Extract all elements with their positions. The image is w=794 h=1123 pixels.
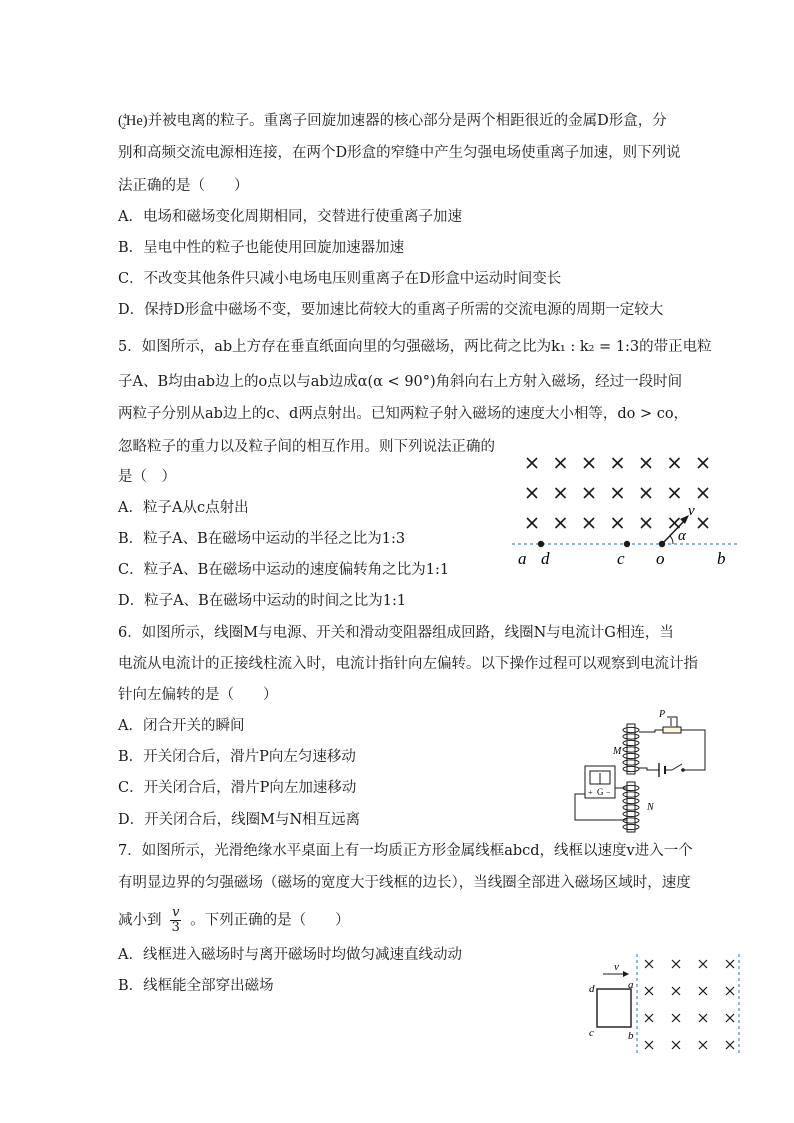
- q5-line-5: 是（ ）: [118, 469, 176, 485]
- fraction-v-over-3: $\frac{v}{3}$: [171, 905, 180, 935]
- velocity-arrowhead: [623, 971, 629, 977]
- coil-turn: [623, 753, 639, 758]
- q6-option-a: A．闭合开关的瞬间: [118, 718, 245, 734]
- label-g: G: [597, 787, 604, 797]
- q7-line-3-suffix: 。下列正确的是（ ）: [190, 912, 350, 929]
- q6-option-c: C．开关闭合后，滑片P向左加速移动: [118, 780, 357, 796]
- q7-line-3: [118, 906, 350, 935]
- coil-turn: [623, 734, 639, 739]
- q6-figure: [555, 708, 715, 836]
- label-p: P: [659, 709, 666, 720]
- q7-figure: [585, 952, 745, 1062]
- square-loop-abcd: [597, 989, 631, 1027]
- q5-line-4: 忽略粒子的重力以及粒子间的相互作用。则下列说法正确的: [118, 439, 495, 455]
- intro-line-2: 别和高频交流电源相连接，在两个D形盒的窄缝中产生匀强电场使重离子加速，则下列说: [118, 145, 681, 161]
- q7-line-1: 7．如图所示，光滑绝缘水平桌面上有一均质正方形金属线框abcd，线框以速度v进入一个: [118, 843, 693, 859]
- coil-turn: [623, 811, 639, 816]
- m-circuit-wire-top: [639, 730, 663, 732]
- label-a: a: [628, 979, 634, 991]
- rheostat-slider-wire: [667, 717, 677, 727]
- q6-line-1: 6．如图所示，线圈M与电源、开关和滑动变阻器组成回路，线圈N与电流计G相连，当: [118, 625, 674, 641]
- rheostat-body: [663, 727, 681, 733]
- q7-option-a: A．线框进入磁场时与离开磁场时均做匀减速直线动动: [118, 947, 462, 963]
- q6-line-2: 电流从电流计的正接线柱流入时，电流计指针向左偏转。以下操作过程可以观察到电流计指: [118, 656, 698, 672]
- coil-turn: [623, 792, 639, 797]
- label-v: v: [688, 503, 695, 519]
- label-minus: −: [606, 788, 611, 797]
- coil-turn: [623, 747, 639, 752]
- coil-turn: [623, 727, 639, 732]
- q5-line-1: 5．如图所示，ab上方存在垂直纸面向里的匀强磁场，两比荷之比为k₁ : k₂ = 1:3的带正电粒: [118, 339, 712, 355]
- q5-line-2: 子A、B均由ab边上的o点以与ab边成α(α < 90°)角斜向右上方射入磁场，经过一段时间: [118, 374, 683, 390]
- m-circuit-wire-right: [681, 730, 705, 770]
- q7-field-crosses: [645, 960, 734, 1049]
- label-b: b: [628, 1030, 634, 1042]
- coil-turn: [623, 766, 639, 771]
- q5-line-3: 两粒子分别从ab边上的c、d两点射出。已知两粒子射入磁场的速度大小相等，do > co，: [118, 406, 689, 422]
- coil-n-windings: [623, 785, 639, 829]
- intro-line-3: 法正确的是（ ）: [118, 178, 249, 194]
- label-a: a: [518, 549, 527, 568]
- label-b: b: [717, 549, 726, 568]
- label-m: M: [613, 746, 622, 757]
- q5-option-a: A．粒子A从c点射出: [118, 500, 249, 516]
- m-circuit-wire-bottom: [639, 768, 659, 770]
- intro-option-a: A．电场和磁场变化周期相同，交替进行使重离子加速: [118, 209, 462, 225]
- q7-option-b: B．线框能全部穿出磁场: [118, 978, 274, 994]
- label-o: o: [656, 549, 665, 568]
- q6-option-d: D．开关闭合后，线圈M与N相互远离: [118, 812, 361, 828]
- label-c: c: [589, 1027, 594, 1039]
- q6-line-3: 针向左偏转的是（ ）: [118, 687, 278, 703]
- coil-m-windings: [623, 727, 639, 771]
- coil-turn: [623, 740, 639, 745]
- magnetic-field-crosses: [527, 458, 708, 528]
- point-d-dot: [538, 541, 544, 547]
- q5-option-d: D．粒子A、B在磁场中运动的时间之比为1:1: [118, 593, 407, 609]
- label-d: d: [589, 983, 595, 995]
- q5-figure: [510, 448, 742, 573]
- coil-turn: [623, 798, 639, 803]
- label-d: d: [541, 549, 550, 568]
- coil-turn: [623, 805, 639, 810]
- label-n: N: [647, 802, 654, 813]
- point-c-dot: [624, 541, 630, 547]
- q5-option-b: B．粒子A、B在磁场中运动的半径之比为1:3: [118, 531, 406, 547]
- q5-option-c: C．粒子A、B在磁场中运动的速度偏转角之比为1:1: [118, 562, 450, 578]
- q7-line-3-prefix: 减小到: [118, 912, 162, 929]
- switch-blade: [672, 764, 682, 770]
- intro-line-1: ($^4_2$He)并被电离的粒子。重离子回旋加速器的核心部分是两个相距很近的金属D形盒，分: [118, 112, 667, 131]
- q6-option-b: B．开关闭合后，滑片P向左匀速移动: [118, 749, 356, 765]
- coil-turn: [623, 760, 639, 765]
- angle-arc: [670, 536, 673, 544]
- q7-line-2: 有明显边界的匀强磁场（磁场的宽度大于线框的边长），当线圈全部进入磁场区域时，速度: [118, 875, 691, 891]
- helium-symbol: ($^4_2$He): [118, 112, 148, 131]
- intro-option-d: D．保持D形盒中磁场不变，要加速比荷较大的重离子所需的交流电源的周期一定较大: [118, 302, 664, 318]
- label-v: v: [614, 961, 619, 973]
- label-c: c: [617, 549, 625, 568]
- intro-option-b: B．呈电中性的粒子也能使用回旋加速器加速: [118, 240, 405, 256]
- coil-turn: [623, 824, 639, 829]
- label-plus: +: [588, 788, 593, 797]
- label-alpha: α: [678, 528, 686, 544]
- intro-option-c: C．不改变其他条件只减小电场电压则重离子在D形盒中运动时间变长: [118, 271, 562, 287]
- switch-contact: [682, 769, 685, 772]
